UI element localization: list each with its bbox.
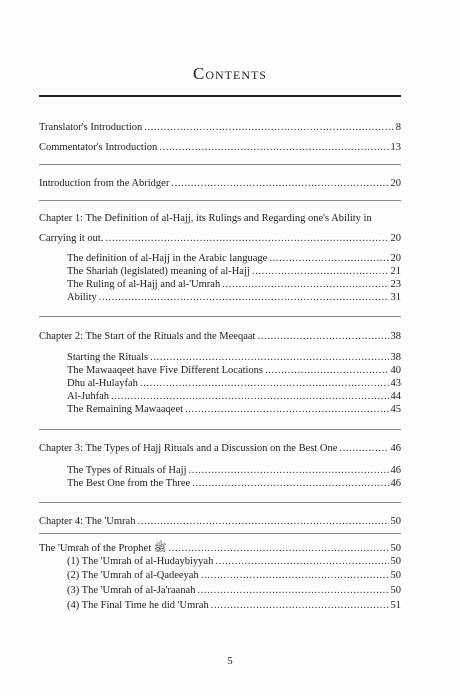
toc-entry-page: 21 bbox=[390, 266, 401, 277]
toc-entry[interactable] bbox=[67, 278, 401, 291]
toc-leader bbox=[105, 232, 388, 245]
toc-entry[interactable] bbox=[67, 555, 401, 568]
toc-entry-title: Commentator's Introduction bbox=[39, 142, 158, 153]
toc-entry-page: 50 bbox=[390, 543, 401, 554]
toc-entry-title: Chapter 4: The 'Umrah bbox=[39, 516, 136, 527]
section-divider bbox=[39, 316, 401, 317]
page-number: 5 bbox=[227, 655, 233, 667]
toc-leader bbox=[185, 403, 388, 416]
toc-leader bbox=[144, 121, 393, 134]
toc-entry-page: 8 bbox=[395, 122, 401, 133]
toc-entry-title: (1) The 'Umrah of al-Hudaybiyyah bbox=[67, 556, 214, 567]
toc-leader bbox=[137, 515, 388, 528]
toc-entry-title: The definition of al-Hajj in the Arabic language bbox=[67, 253, 268, 264]
toc-entry-title: (4) The Final Time he did 'Umrah bbox=[67, 600, 209, 611]
toc-entry-title: Starting the Rituals bbox=[67, 352, 149, 363]
toc-entry-title: The Mawaaqeet have Five Different Locations bbox=[67, 365, 264, 376]
section-divider bbox=[39, 164, 401, 165]
toc-leader bbox=[265, 364, 388, 377]
toc-entry[interactable] bbox=[39, 141, 401, 154]
toc-entry-page: 13 bbox=[390, 142, 401, 153]
toc-entry[interactable] bbox=[67, 265, 401, 278]
toc-entry-title: The Best One from the Three bbox=[67, 478, 191, 489]
toc-entry-page: 46 bbox=[390, 465, 401, 476]
toc-leader bbox=[257, 330, 388, 343]
toc-entry-page: 20 bbox=[390, 253, 401, 264]
toc-leader bbox=[168, 542, 388, 555]
toc-entry-title: The 'Umrah of the Prophet ﷺ bbox=[39, 543, 167, 554]
toc-leader bbox=[150, 351, 388, 364]
toc-leader bbox=[339, 442, 388, 455]
title-rule bbox=[39, 95, 401, 97]
toc-entry-title: Carrying it out. bbox=[39, 233, 104, 244]
toc-entry-page: 40 bbox=[390, 365, 401, 376]
toc-entry-page: 38 bbox=[390, 331, 401, 342]
toc-entry-title: The Types of Rituals of Hajj bbox=[67, 465, 187, 476]
toc-entry[interactable] bbox=[67, 584, 401, 597]
toc-leader bbox=[269, 252, 388, 265]
toc-entry[interactable] bbox=[67, 569, 401, 582]
toc-entry-title: Al-Juhfah bbox=[67, 391, 109, 402]
toc-leader bbox=[140, 377, 389, 390]
toc-entry[interactable] bbox=[39, 232, 401, 245]
toc-entry-title: (3) The 'Umrah of al-Ja'raanah bbox=[67, 585, 196, 596]
toc-entry-title: Chapter 3: The Types of Hajj Rituals and a Discussion on the Best One bbox=[39, 443, 338, 454]
toc-entry[interactable] bbox=[39, 121, 401, 134]
toc-entry-page: 43 bbox=[390, 378, 401, 389]
section-divider bbox=[39, 533, 401, 534]
toc-leader bbox=[111, 390, 389, 403]
toc-entry[interactable] bbox=[67, 464, 401, 477]
toc-entry[interactable] bbox=[67, 351, 401, 364]
toc-entry-page: 23 bbox=[390, 279, 401, 290]
toc-entry-page: 38 bbox=[390, 352, 401, 363]
toc-entry[interactable] bbox=[67, 377, 401, 390]
toc-entry-title: Dhu al-Hulayfah bbox=[67, 378, 138, 389]
toc-entry-title: Ability bbox=[67, 292, 97, 303]
toc-leader bbox=[171, 177, 388, 190]
toc-chapter-title[interactable]: Chapter 1: The Definition of al-Hajj, its Rulings and Regarding one's Ability in bbox=[39, 213, 372, 224]
toc-entry-page: 20 bbox=[390, 178, 401, 189]
toc-entry-page: 45 bbox=[390, 404, 401, 415]
toc-entry-title: The Ruling of al-Hajj and al-'Umrah bbox=[67, 279, 221, 290]
toc-entry-title: Introduction from the Abridger bbox=[39, 178, 170, 189]
section-divider bbox=[39, 200, 401, 201]
toc-entry[interactable] bbox=[67, 252, 401, 265]
section-divider bbox=[39, 502, 401, 503]
toc-leader bbox=[189, 464, 389, 477]
toc-leader bbox=[252, 265, 389, 278]
toc-entry[interactable] bbox=[67, 291, 401, 304]
toc-entry[interactable] bbox=[39, 542, 401, 555]
toc-leader bbox=[192, 477, 388, 490]
toc-entry-page: 31 bbox=[390, 292, 401, 303]
toc-entry-page: 46 bbox=[390, 443, 401, 454]
toc-entry-page: 50 bbox=[390, 570, 401, 581]
toc-leader bbox=[201, 569, 389, 582]
toc-entry-title: The Remaining Mawaaqeet bbox=[67, 404, 184, 415]
toc-entry[interactable] bbox=[67, 403, 401, 416]
toc-entry-title: Chapter 2: The Start of the Rituals and the Meeqaat bbox=[39, 331, 256, 342]
toc-entry-title: The Shariah (legislated) meaning of al-Hajj bbox=[67, 266, 250, 277]
toc-entry[interactable] bbox=[39, 442, 401, 455]
toc-leader bbox=[211, 599, 389, 612]
page-title: Contents bbox=[192, 64, 267, 83]
toc-entry[interactable] bbox=[39, 330, 401, 343]
toc-entry-page: 50 bbox=[390, 585, 401, 596]
toc-entry-page: 50 bbox=[390, 556, 401, 567]
toc-entry-title: (2) The 'Umrah of al-Qadeeyah bbox=[67, 570, 199, 581]
toc-entry[interactable] bbox=[67, 390, 401, 403]
toc-entry-page: 20 bbox=[390, 233, 401, 244]
section-divider bbox=[39, 429, 401, 430]
toc-entry-title: Translator's Introduction bbox=[39, 122, 143, 133]
toc-entry-page: 44 bbox=[390, 391, 401, 402]
toc-entry[interactable] bbox=[39, 177, 401, 190]
toc-entry[interactable] bbox=[67, 477, 401, 490]
toc-leader bbox=[215, 555, 388, 568]
toc-leader bbox=[197, 584, 388, 597]
toc-entry-page: 46 bbox=[390, 478, 401, 489]
toc-leader bbox=[222, 278, 388, 291]
toc-leader bbox=[159, 141, 388, 154]
toc-entry[interactable] bbox=[39, 515, 401, 528]
toc-entry[interactable] bbox=[67, 364, 401, 377]
toc-entry-page: 51 bbox=[390, 600, 401, 611]
toc-entry-page: 50 bbox=[390, 516, 401, 527]
toc-entry[interactable] bbox=[67, 599, 401, 612]
toc-leader bbox=[99, 291, 389, 304]
